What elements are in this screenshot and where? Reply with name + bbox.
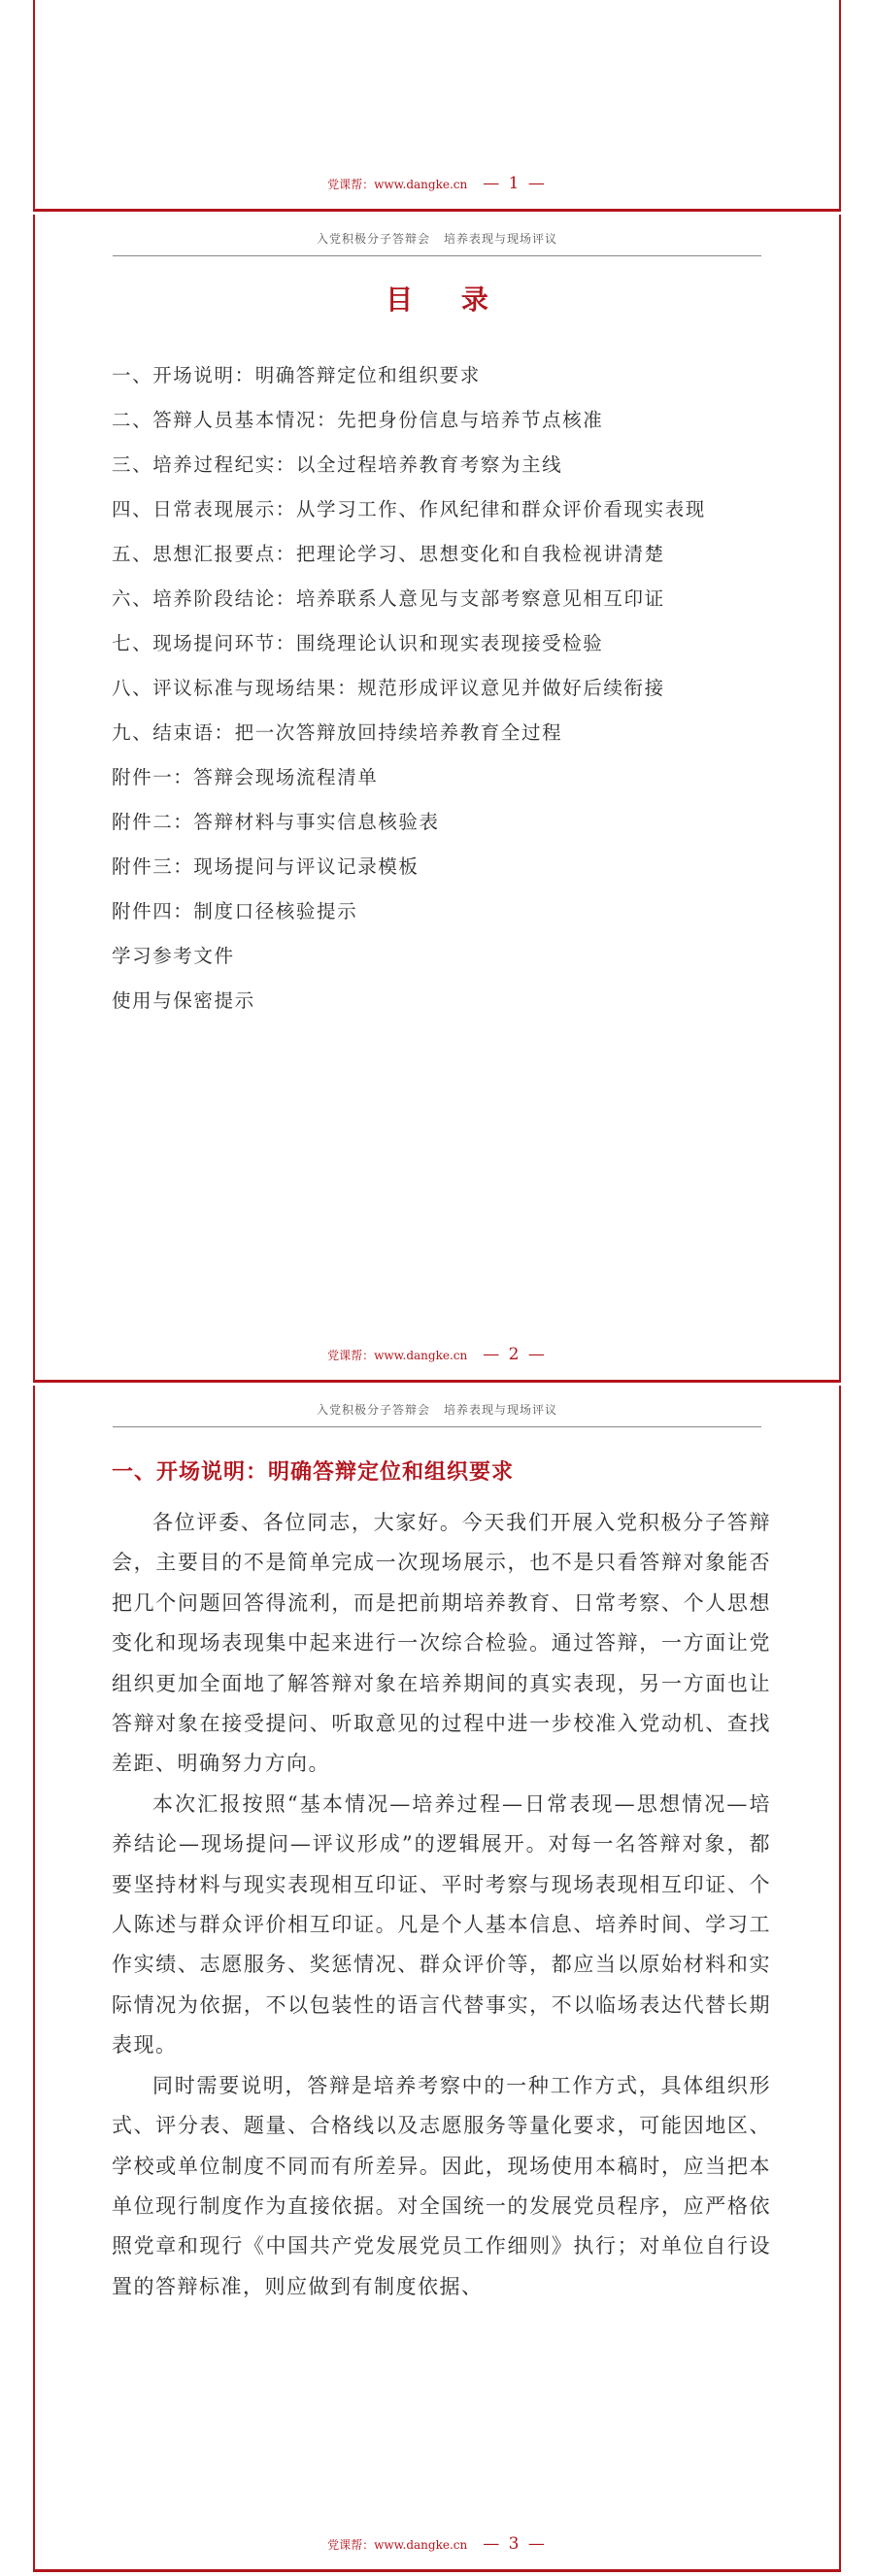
toc-item[interactable]: 附件三：现场提问与评议记录模板 <box>112 855 420 878</box>
page-1 <box>33 0 841 212</box>
toc-item[interactable]: 一、开场说明：明确答辩定位和组织要求 <box>112 364 481 386</box>
page-footer <box>35 2534 839 2554</box>
paragraph: 同时需要说明，答辩是培养考察中的一种工作方式，具体组织形式、评分表、题量、合格线以及志愿服务等量化要求，可能因地区、学校或单位制度不同而有所差异。因此，现场使用本稿时，应当把本单位现行制度作为直接依据。对全国统一的发展党员程序，应严格依照党章和现行《中国共产党发展党员工作细则》执行；对单位自行设置的答辩标准，则应做到有制度依据、 <box>112 2073 771 2298</box>
paragraph: 各位评委、各位同志，大家好。今天我们开展入党积极分子答辩会，主要目的不是简单完成一次现场展示，也不是只看答辩对象能否把几个问题回答得流利，而是把前期培养教育、日常考察、个人思想变化和现场表现集中起来进行一次综合检验。通过答辩，一方面让党组织更加全面地了解答辩对象在培养期间的真实表现，另一方面也让答辩对象在接受提问、听取意见的过程中进一步校准入党动机、查找差距、明确努力方向。 <box>112 1511 771 1776</box>
page-number: — 3 — <box>483 2534 547 2554</box>
page-number: — 1 — <box>483 174 547 193</box>
header-right: 培养表现与现场评议 <box>444 232 558 246</box>
page-number: — 2 — <box>483 1345 547 1364</box>
toc-item[interactable]: 七、现场提问环节：围绕理论认识和现实表现接受检验 <box>112 632 604 654</box>
running-header <box>113 1401 761 1427</box>
footer-site[interactable]: 党课帮：www.dangke.cn <box>327 2538 468 2552</box>
body-text <box>112 1503 771 2307</box>
toc-item[interactable]: 使用与保密提示 <box>112 989 255 1012</box>
page-3 <box>33 1386 841 2572</box>
toc-item[interactable]: 学习参考文件 <box>112 945 235 967</box>
page-2 <box>33 215 841 1383</box>
section-heading: 一、开场说明：明确答辩定位和组织要求 <box>112 1460 515 1485</box>
footer-site[interactable]: 党课帮：www.dangke.cn <box>327 1349 468 1362</box>
header-left: 入党积极分子答辩会 <box>316 1403 430 1417</box>
toc-item[interactable]: 九、结束语：把一次答辩放回持续培养教育全过程 <box>112 721 563 744</box>
toc-item[interactable]: 附件一：答辩会现场流程清单 <box>112 766 379 788</box>
toc-item[interactable]: 六、培养阶段结论：培养联系人意见与支部考察意见相互印证 <box>112 587 665 610</box>
toc-item[interactable]: 三、培养过程纪实：以全过程培养教育考察为主线 <box>112 453 563 476</box>
toc-item[interactable]: 二、答辩人员基本情况：先把身份信息与培养节点核准 <box>112 409 604 431</box>
header-left: 入党积极分子答辩会 <box>316 232 430 246</box>
toc-item[interactable]: 附件四：制度口径核验提示 <box>112 900 358 922</box>
toc-title: 目 录 <box>386 284 508 316</box>
table-of-contents <box>112 353 771 1023</box>
page-footer <box>35 1345 839 1364</box>
paragraph: 本次汇报按照“基本情况—培养过程—日常表现—思想情况—培养结论—现场提问—评议形成”的逻辑展开。对每一名答辩对象，都要坚持材料与现实表现相互印证、平时考察与现场表现相互印证、个人陈述与群众评价相互印证。凡是个人基本信息、培养时间、学习工作实绩、志愿服务、奖惩情况、群众评价等，都应当以原始材料和实际情况为依据，不以包装性的语言代替事实，不以临场表达代替长期表现。 <box>112 1791 771 2057</box>
toc-item[interactable]: 五、思想汇报要点：把理论学习、思想变化和自我检视讲清楚 <box>112 543 665 565</box>
page-footer <box>35 174 839 193</box>
running-header <box>113 230 761 256</box>
header-right: 培养表现与现场评议 <box>444 1403 558 1417</box>
toc-item[interactable]: 四、日常表现展示：从学习工作、作风纪律和群众评价看现实表现 <box>112 498 706 520</box>
footer-site[interactable]: 党课帮：www.dangke.cn <box>327 178 468 191</box>
toc-item[interactable]: 八、评议标准与现场结果：规范形成评议意见并做好后续衔接 <box>112 677 665 699</box>
toc-item[interactable]: 附件二：答辩材料与事实信息核验表 <box>112 811 440 833</box>
